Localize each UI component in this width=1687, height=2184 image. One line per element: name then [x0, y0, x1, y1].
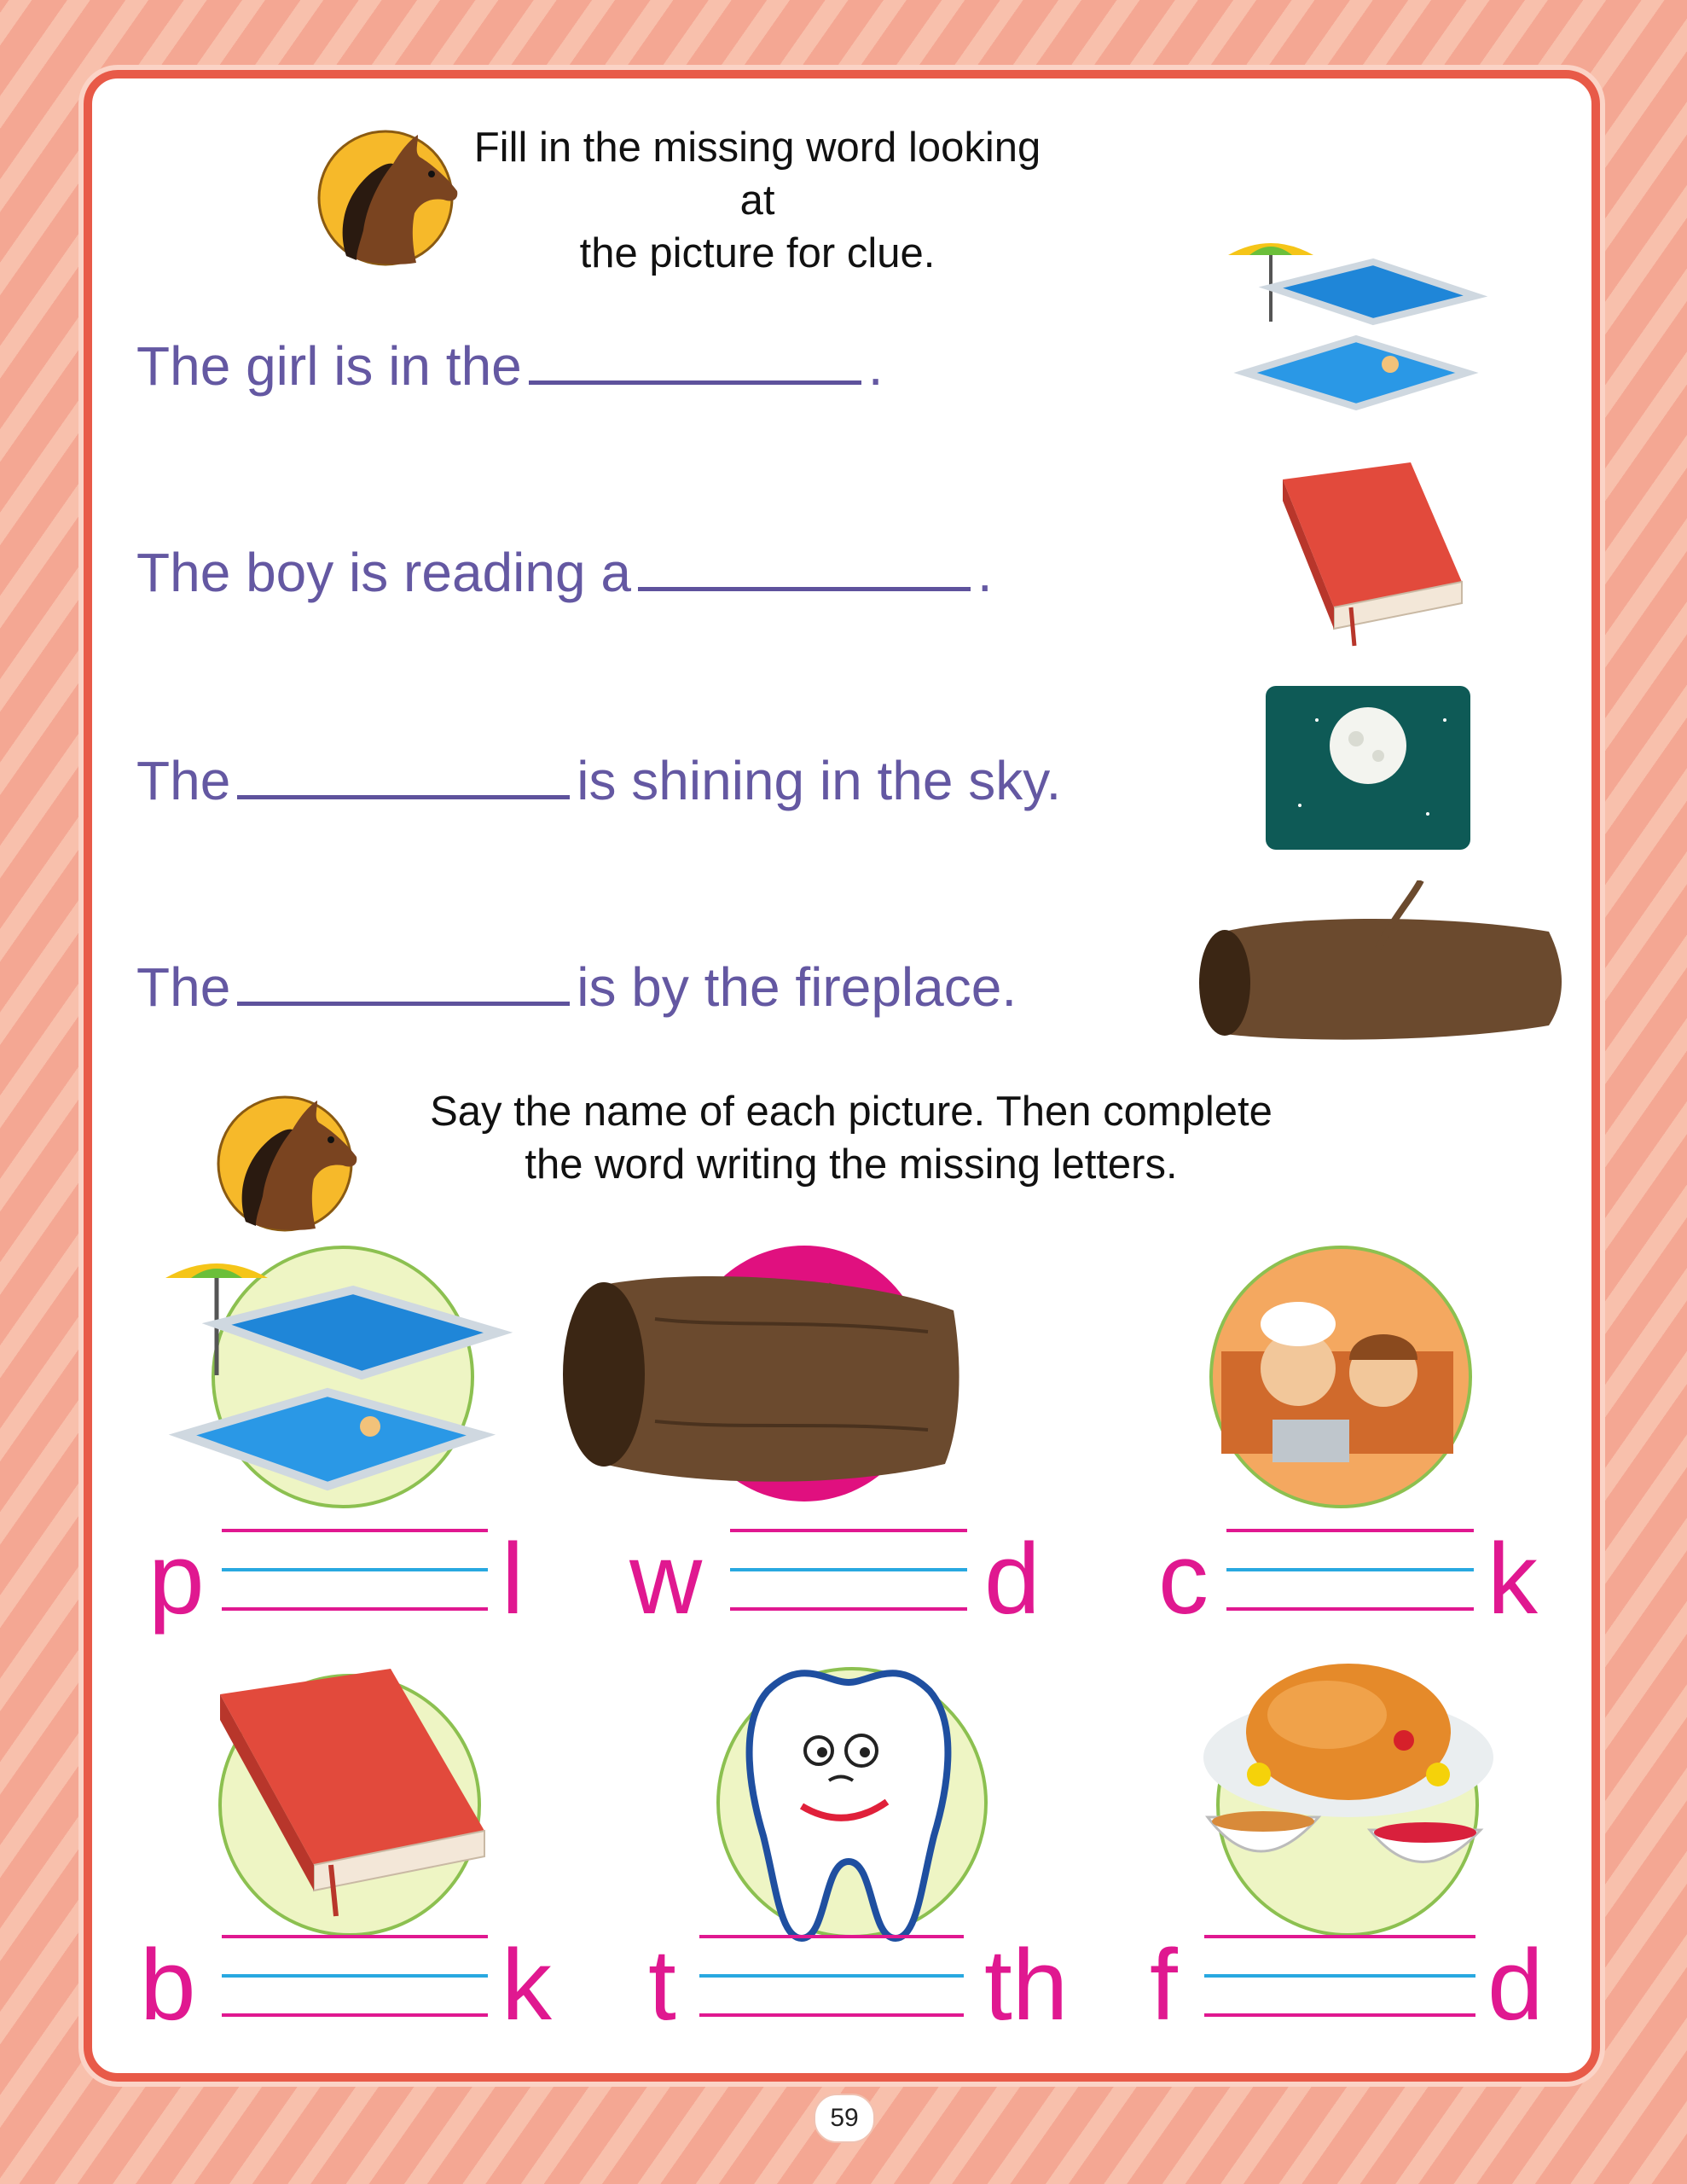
answer-blank[interactable] [529, 346, 861, 385]
book-icon [203, 1660, 501, 1933]
word-start-letter: t [648, 1929, 676, 2042]
writing-lines[interactable] [1226, 1529, 1474, 1611]
writing-lines[interactable] [730, 1529, 967, 1611]
writing-lines[interactable] [222, 1529, 488, 1611]
instruction-line: Fill in the missing word looking at [473, 125, 1041, 224]
answer-blank[interactable] [237, 761, 570, 799]
word-end-letter: th [984, 1929, 1069, 2042]
section1-instruction [459, 121, 1056, 280]
sentence-4 [136, 956, 1017, 1019]
sentence-text: The [136, 956, 231, 1018]
instruction-line: the picture for clue. [579, 230, 936, 276]
swimming-pool-icon [1220, 236, 1493, 424]
sentence-text: The girl is in the [136, 335, 522, 397]
word-end-letter: l [501, 1523, 525, 1635]
word-end-letter: d [1487, 1929, 1544, 2042]
worksheet-card [84, 70, 1600, 2082]
writing-lines[interactable] [222, 1935, 488, 2017]
sentence-text: The boy is reading a [136, 542, 631, 603]
word-start-letter: f [1150, 1929, 1178, 2042]
sentence-2 [136, 541, 993, 604]
wood-log-icon [553, 1251, 962, 1498]
writing-lines[interactable] [1204, 1935, 1475, 2017]
sentence-text: . [867, 335, 884, 397]
answer-blank[interactable] [638, 553, 971, 591]
sentence-3 [136, 749, 1061, 812]
word-start-letter: p [148, 1523, 205, 1635]
word-start-letter: c [1158, 1523, 1209, 1635]
word-end-letter: k [501, 1929, 552, 2042]
horse-icon [212, 1085, 363, 1237]
horse-icon [312, 119, 464, 271]
food-platter-icon [1191, 1647, 1506, 1911]
wood-log-icon [1191, 880, 1566, 1051]
swimming-pool-icon [157, 1256, 515, 1503]
moon-night-sky-icon [1266, 686, 1470, 850]
instruction-line: Say the name of each picture. Then complete [430, 1089, 1272, 1135]
sentence-text: . [977, 542, 993, 603]
sentence-text: is by the fireplace. [577, 956, 1017, 1018]
kids-cooking-icon [1213, 1249, 1462, 1498]
word-end-letter: k [1487, 1523, 1538, 1635]
answer-blank[interactable] [237, 967, 570, 1006]
section2-instruction [374, 1085, 1329, 1191]
sentence-text: is shining in the sky. [577, 750, 1062, 811]
word-start-letter: w [629, 1523, 703, 1635]
sentence-text: The [136, 750, 231, 811]
word-end-letter: d [984, 1523, 1041, 1635]
sentence-1 [136, 334, 884, 398]
word-start-letter: b [140, 1929, 196, 2042]
writing-lines[interactable] [699, 1935, 964, 2017]
book-icon [1266, 462, 1470, 650]
tooth-icon [733, 1657, 964, 1947]
page-number: 59 [814, 2094, 875, 2143]
instruction-line: the word writing the missing letters. [525, 1141, 1178, 1188]
